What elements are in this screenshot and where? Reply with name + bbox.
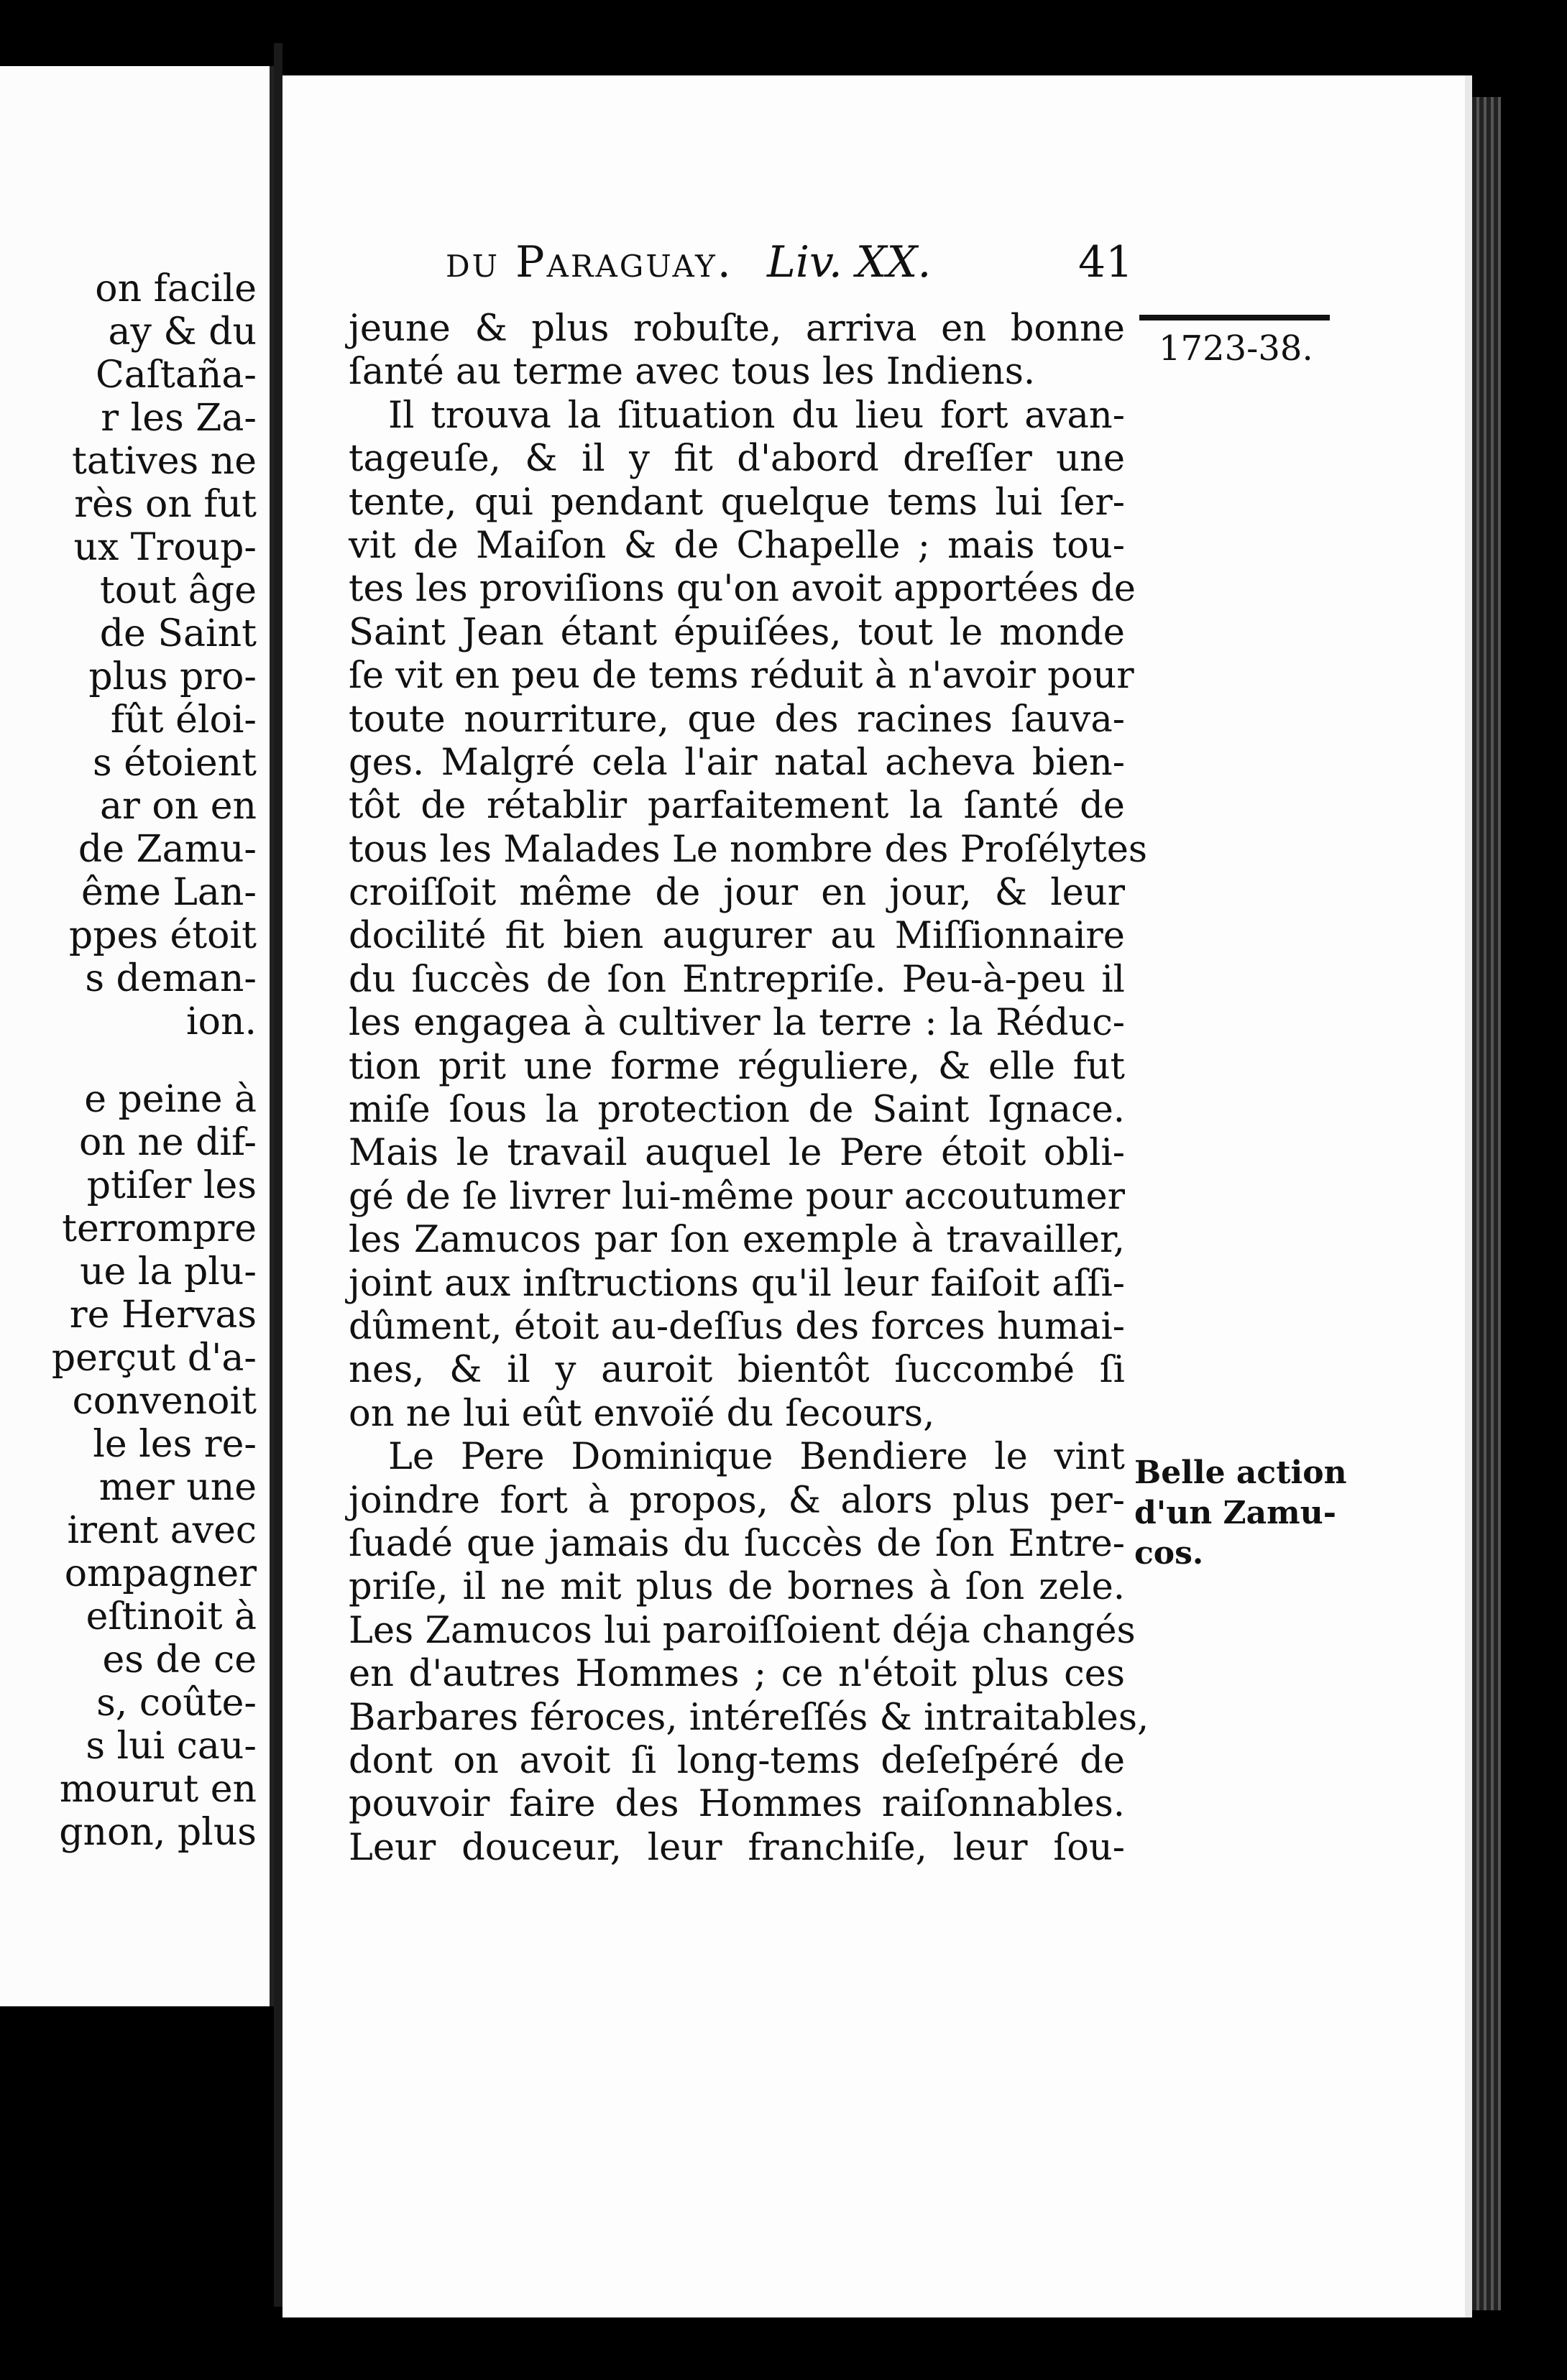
page-edge xyxy=(1472,97,1501,2310)
left-page-line: mer une xyxy=(98,1466,257,1509)
body-line: les engagea à cultiver la terre : la Réduc- xyxy=(349,1002,1125,1045)
left-page-line: rès on fut xyxy=(74,483,257,526)
body-line: nes, & il y auroit bientôt ſuccombé ſi xyxy=(349,1349,1125,1392)
body-line: miſe ſous la protection de Saint Ignace. xyxy=(349,1089,1125,1132)
left-page-line: irent avec xyxy=(67,1509,257,1552)
margin-note-line: d'un Zamu- xyxy=(1134,1495,1336,1531)
body-line: Leur douceur, leur franchiſe, leur ſou- xyxy=(349,1826,1125,1869)
left-page-line: ux Troup- xyxy=(73,526,257,569)
body-line: tageuſe, & il y fit d'abord dreſſer une xyxy=(349,438,1125,481)
body-line: tente, qui pendant quelque tems lui ſer- xyxy=(349,481,1125,524)
body-line: Il trouva la ſituation du lieu fort avan- xyxy=(388,394,1125,437)
margin-note-line: cos. xyxy=(1134,1535,1204,1572)
body-line: docilité fit bien augurer au Miſſionnaire xyxy=(349,915,1125,958)
body-line: tous les Malades Le nombre des Proſélytes xyxy=(349,828,1148,871)
margin-note xyxy=(1134,1453,1347,1574)
body-line: joindre fort à propos, & alors plus per- xyxy=(349,1479,1125,1522)
page-number: 41 xyxy=(1078,237,1134,287)
body-line: en d'autres Hommes ; ce n'étoit plus ces xyxy=(349,1653,1125,1696)
left-page-line: s, coûte- xyxy=(96,1682,257,1725)
left-page-line: tout âge xyxy=(99,569,257,612)
body-line: les Zamucos par ſon exemple à travailler, xyxy=(349,1219,1125,1262)
body-line: toute nourriture, que des racines ſauva- xyxy=(349,698,1125,741)
body-line: vit de Maiſon & de Chapelle ; mais tou- xyxy=(349,524,1125,567)
margin-rule xyxy=(1139,315,1330,320)
previous-page-fragment xyxy=(0,66,274,2006)
body-line: jeune & plus robuſte, arriva en bonne xyxy=(349,308,1125,350)
left-page-line: s deman- xyxy=(85,957,257,1000)
body-line: tion prit une forme réguliere, & elle fut xyxy=(349,1045,1125,1088)
margin-date: 1723-38. xyxy=(1159,328,1313,369)
left-page-line: s lui cau- xyxy=(86,1725,257,1768)
left-page-line: Caſtaña- xyxy=(96,354,257,397)
body-line: joint aux inſtructions qu'il leur faiſoit aſſi- xyxy=(349,1262,1125,1305)
body-line: tes les proviſions qu'on avoit apportées de xyxy=(349,568,1136,611)
left-page-line: le les re- xyxy=(93,1423,257,1466)
body-line: gé de ſe livrer lui-même pour accoutumer xyxy=(349,1175,1126,1218)
left-page-line: tatives ne xyxy=(71,440,257,483)
body-line: Les Zamucos lui paroiſſoient déja changés xyxy=(349,1609,1136,1652)
left-page-line: re Hervas xyxy=(69,1293,257,1337)
left-page-line: es de ce xyxy=(102,1638,257,1682)
left-page-line: convenoit xyxy=(72,1380,257,1423)
body-line: pouvoir faire des Hommes raiſonnables. xyxy=(349,1783,1125,1826)
left-page-line: gnon, plus xyxy=(59,1811,257,1854)
left-page-line: ompagner xyxy=(64,1552,257,1595)
body-line: ſanté au terme avec tous les Indiens. xyxy=(349,351,1036,394)
body-line: dont on avoit ſi long-tems deſeſpéré de xyxy=(349,1739,1125,1782)
left-page-line: ême Lan- xyxy=(81,871,257,914)
left-page-line: s étoient xyxy=(93,742,257,785)
left-page-line: fût éloi- xyxy=(110,698,257,742)
body-line: ges. Malgré cela l'air natal acheva bien- xyxy=(349,741,1125,784)
running-head xyxy=(446,237,1134,287)
body-text xyxy=(349,308,1149,1870)
left-page-line: terrompre xyxy=(62,1207,257,1250)
left-page-line: ppes étoit xyxy=(68,914,257,957)
body-line: ſuadé que jamais du ſuccès de ſon Entre- xyxy=(349,1522,1125,1565)
margin-note-line: Belle action xyxy=(1134,1454,1347,1491)
left-page-line: ay & du xyxy=(108,310,257,354)
left-page-line: mourut en xyxy=(59,1768,257,1811)
left-page-line: eſtinoit à xyxy=(86,1595,257,1638)
left-page-line: perçut d'a- xyxy=(51,1337,257,1380)
left-page-line: ptiſer les xyxy=(86,1164,257,1207)
left-page-line: de Zamu- xyxy=(78,828,257,871)
running-head-title: du Paraguay. xyxy=(446,237,733,287)
left-page-line: on facile xyxy=(95,267,257,310)
left-page-line: e peine à xyxy=(84,1078,257,1121)
left-page-line: ion. xyxy=(186,1000,257,1043)
left-page-line: on ne dif- xyxy=(79,1121,257,1164)
body-line: tôt de rétablir parfaitement la ſanté de xyxy=(349,785,1125,828)
left-page-line: plus pro- xyxy=(88,655,257,698)
body-line: Saint Jean étant épuiſées, tout le monde xyxy=(349,611,1125,654)
book-gutter xyxy=(274,43,282,2307)
body-line: du ſuccès de ſon Entrepriſe. Peu-à-peu il xyxy=(349,958,1125,1001)
body-line: ſe vit en peu de tems réduit à n'avoir pour xyxy=(349,655,1134,698)
body-line: croiſſoit même de jour en jour, & leur xyxy=(349,872,1125,915)
left-page-line: de Saint xyxy=(99,612,257,655)
body-line: Barbares féroces, intéreſſés & intraitables, xyxy=(349,1696,1149,1739)
left-page-line: ue la plu- xyxy=(80,1250,257,1293)
running-head-book: Liv. XX. xyxy=(766,237,932,287)
body-line: dûment, étoit au-deſſus des forces humai- xyxy=(349,1305,1125,1348)
left-page-line: r les Za- xyxy=(101,397,257,440)
body-line: on ne lui eût envoïé du ſecours, xyxy=(349,1392,935,1435)
body-line: priſe, il ne mit plus de bornes à ſon zele. xyxy=(349,1566,1125,1609)
body-line: Mais le travail auquel le Pere étoit obli- xyxy=(349,1132,1125,1175)
body-line: Le Pere Dominique Bendiere le vint xyxy=(388,1436,1125,1479)
left-page-line: ar on en xyxy=(100,785,257,828)
